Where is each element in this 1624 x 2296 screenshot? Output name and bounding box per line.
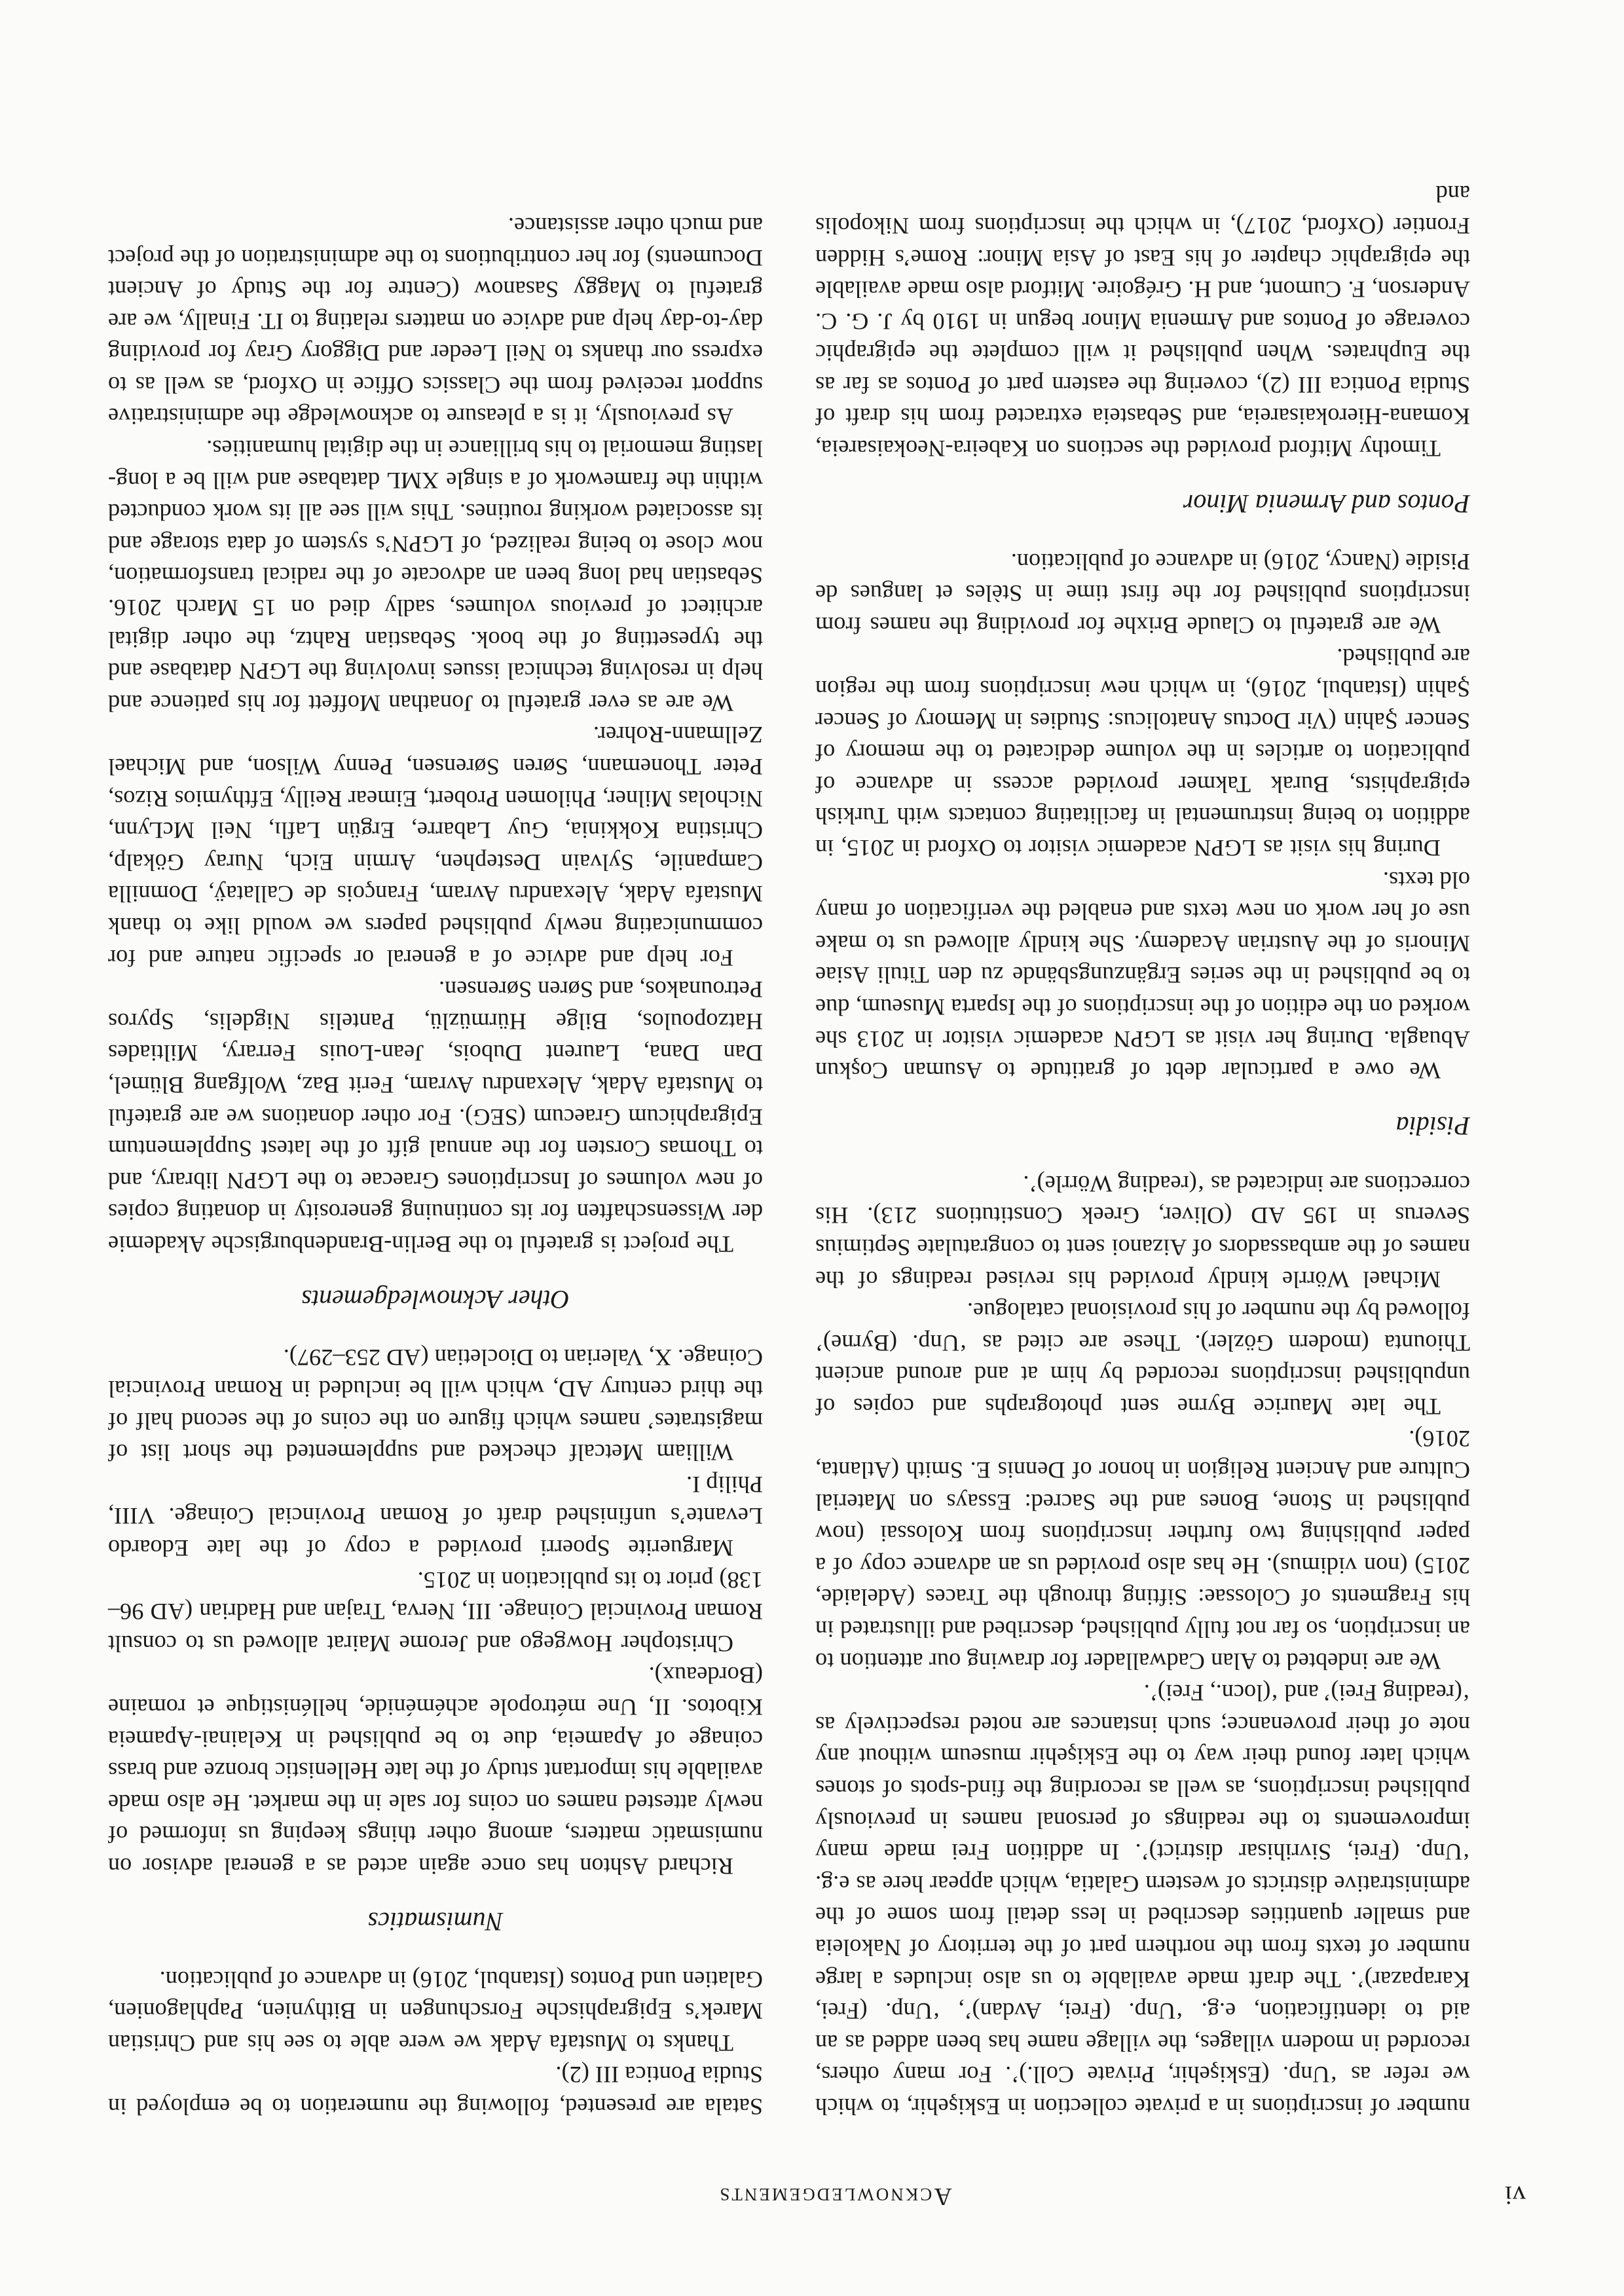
paragraph: During his visit as LGPN academic visitor to Oxford in 2015, in addition to being instrumental in facilitating contacts with Turkish epigraphists, Burak Takmer provided access in advance of publication to articles in the volume dedicated to the memory of Sencer Şahin (Vir Doctus Anatolicus: Studies in Memory of Sencer Şahin (Istanbul, 2016), in which new inscriptions from the region are published. xyxy=(815,644,1470,862)
paragraph: We are indebted to Alan Cadwallader for drawing our attention to an inscription, so far not fully published, described and illustrated in his Fragments of Colossae: Sifting through the Traces (Adelaide, 2015) (non vidimus). He has also provided us an advance copy of a paper publishing two further inscriptions from Kolossai (now published in Stone, Bones and the Sacred: Essays on Material Culture and Ancient Religion in honor of Dennis E. Smith (Atlanta, 2016). xyxy=(815,1425,1470,1675)
paragraph: Richard Ashton has once again acted as a general advisor on numismatic matters, among other things keeping us informed of newly attested names on coins for sale in the market. He also made available his important study of the late Hellenistic bronze and brass coinage of Apameia, due to be published in Kelainai-Apameia Kibotos. II, Une métropole achéménide, hellénistique et romaine (Bordeaux). xyxy=(108,1662,763,1880)
paragraph: Timothy Mitford provided the sections on Kabeira-Neokaisareia, Komana-Hierokaisareia, and Sebasteia extracted from his draft of Studia Pontica III (2), covering the eastern part of Pontos as far as the Euphrates. When published it will complete the epigraphic coverage of Pontos and Armenia Minor begun in 1910 by J. G. C. Anderson, F. Cumont, and H. Grégoire. Mitford also made available the epigraphic chapter of his East of Asia Minor: Rome’s Hidden Frontier (Oxford, 2017), in which the inscriptions from Nikopolis and xyxy=(815,181,1470,462)
paragraph: For help and advice of a general or specific nature and for communicating newly published papers we would like to thank Mustafa Adak, Alexandru Avram, François de Callataÿ, Domnilla Campanile, Sylvain Destephen, Armin Eich, Nuray Gökalp, Christina Kokkinia, Guy Labarre, Ergün Laflı, Neil McLynn, Nicholas Milner, Philomen Probert, Eimear Reilly, Efthymios Rizos, Peter Thonemann, Søren Sørensen, Penny Wilson, and Michael Zellmann-Rohrer. xyxy=(108,722,763,971)
paragraph: We are grateful to Claude Brixhe for providing the names from inscriptions published for the first time in Stèles et langues de Pisidie (Nancy, 2016) in advance of publication. xyxy=(815,548,1470,639)
section-heading-pontos: Pontos and Armenia Minor xyxy=(1183,489,1470,519)
paragraph: Thanks to Mustafa Adak we were able to see his and Christian Marek’s Epigraphische Forschungen in Bithynien, Paphlagonien, Galatien und Pontos (Istanbul, 2016) in advance of publication. xyxy=(108,1966,763,2056)
paragraph: number of inscriptions in a private collection in Eskişehir, to which we refer as ‘Unp. (Eskişehir, Private Coll.)’. For many others, recorded in modern villages, the village name has been added as an aid to identification, e.g. ‘Unp. (Frei, Avdan)’, ‘Unp. (Frei, Karapazar)’. The draft made available to us also includes a large number of texts from the northern part of the territory of Nakoleia and smaller quantities described in less detail from some of the administrative districts of western Galatia, which appear here as e.g. ‘Unp. (Frei, Sivrihisar district)’. In addition Frei made many improvements to the readings of personal names in previously published inscriptions, as well as recording the find-spots of stones which later found their way to the Eskişehir museum without any note of their provenance; such instances are noted respectively as ‘(reading Frei)’ and ‘(locn., Frei)’. xyxy=(815,1680,1470,2120)
page-number: vi xyxy=(1504,2181,1526,2210)
paragraph: Satala are presented, following the numeration to be employed in Studia Pontica III (2). xyxy=(108,2062,763,2120)
section-heading-other-acknowledgements: Other Acknowledgements xyxy=(301,1284,570,1314)
section-heading-numismatics: Numismatics xyxy=(367,1907,504,1937)
paragraph: The late Maurice Byrne sent photographs and copies of unpublished inscriptions recorded by him at and around ancient Thiounta (modern Gözler). These are cited as ‘Unp. (Byrne)’ followed by the number of his provisional catalogue. xyxy=(815,1298,1470,1420)
paragraph: We are as ever grateful to Jonathan Moffett for his patience and help in resolving technical issues involving the LGPN database and the typesetting of the book. Sebastian Rahtz, the other digital architect of previous volumes, sadly died on 15 March 2016. Sebastian had long been an advocate of the radical transformation, now close to being realized, of LGPN’s system of data storage and its associated working routines. This will see all its work conducted within the framework of a single XML database and will be a long-lasting memorial to his brilliance in the digital humanities. xyxy=(108,435,763,716)
paragraph: As previously, it is a pleasure to acknowledge the administrative support received from the Classics Office in Oxford, as well as to express our thanks to Neil Leeder and Diggory Gray for providing day-to-day help and advice on matters relating to IT. Finally, we are grateful to Maggy Sasanow (Centre for the Study of Ancient Documents) for her contributions to the administration of the project and much other assistance. xyxy=(108,212,763,430)
section-heading-pisidia: Pisidia xyxy=(1395,1111,1470,1141)
paragraph: Christopher Howgego and Jerome Mairat allowed us to consult Roman Provincial Coinage. III, Nerva, Trajan and Hadrian (AD 96–138) prior to its publication in 2015. xyxy=(108,1566,763,1657)
right-column xyxy=(108,210,763,2122)
running-title: Acknowledgements xyxy=(718,2183,952,2210)
paragraph: Marguerite Spoerri provided a copy of the late Edoardo Levante’s unfinished draft of Roman Provincial Coinage. VIII, Philip I. xyxy=(108,1471,763,1562)
paragraph: The project is grateful to the Berlin-Brandenburgische Akademie der Wissenschaften for its continuing generosity in donating copies of new volumes of Inscriptiones Graecae to the LGPN library, and to Thomas Corsten for the annual gift of the latest Supplementum Epigraphicum Graecum (SEG). For other donations we are grateful to Mustafa Adak, Alexandru Avram, Ferit Baz, Wolfgang Blümel, Dan Dana, Laurent Dubois, Jean-Louis Ferrary, Miltiades Hatzopoulos, Bilge Hürmüzlü, Pantelis Nigdelis, Spyros Petrounakos, and Søren Sørensen. xyxy=(108,976,763,1257)
paragraph: Michael Wörrle kindly provided his revised readings of the names of the ambassadors of Aizanoi sent to congratulate Septimius Severus in 195 AD (Oliver, Greek Constitutions 213). His corrections are indicated as ‘(reading Wörrle)’. xyxy=(815,1170,1470,1293)
paragraph: We owe a particular debt of gratitude to Asuman Coşkun Abuagla. During her visit as LGPN academic visitor in 2013 she worked on the edition of the inscriptions of the Isparta Museum, due to be published in the series Ergänzungsbände zu den Tituli Asiae Minoris of the Austrian Academy. She kindly allowed us to make use of her work on new texts and enabled the verification of many old texts. xyxy=(815,866,1470,1084)
paragraph: William Metcalf checked and supplemented the short list of magistrates’ names which figure on the coins of the second half of the third century AD, which will be included in Roman Provincial Coinage. X, Valerian to Diocletian (AD 253–297). xyxy=(108,1344,763,1466)
running-head xyxy=(144,2172,1526,2211)
left-column xyxy=(815,178,1470,2122)
